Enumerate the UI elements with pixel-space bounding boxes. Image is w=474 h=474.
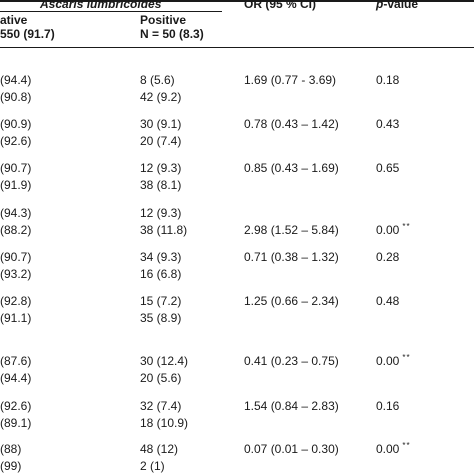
p-value-suffix: -value — [383, 0, 419, 11]
or-ci-cell: 1.54 (0.84 – 2.83) — [244, 399, 339, 413]
positive-cell: 38 (11.8) — [140, 223, 188, 237]
or-ci-cell: 0.71 (0.38 – 1.32) — [244, 250, 339, 264]
or-ci-cell: 2.98 (1.52 – 5.84) — [244, 223, 339, 237]
positive-cell: 20 (7.4) — [140, 134, 182, 148]
positive-header-line1: Positive — [140, 13, 187, 27]
negative-header-line2: 550 (91.7) — [0, 27, 55, 41]
negative-cell: (93.2) — [0, 267, 32, 281]
p-value-cell: 0.00 ** — [376, 441, 411, 456]
negative-cell: (99) — [0, 459, 22, 473]
p-value-cell: 0.18 — [376, 73, 400, 87]
positive-cell: 30 (9.1) — [140, 117, 182, 131]
positive-cell: 16 (6.8) — [140, 267, 182, 281]
negative-cell: (89.1) — [0, 416, 32, 430]
negative-cell: (91.1) — [0, 311, 32, 325]
or-ci-cell: 0.78 (0.43 – 1.42) — [244, 117, 339, 131]
negative-cell: (92.6) — [0, 399, 32, 413]
or-ci-cell: 1.25 (0.66 – 2.34) — [244, 294, 339, 308]
positive-cell: 48 (12) — [140, 442, 179, 456]
negative-cell: (88) — [0, 442, 22, 456]
negative-header-line1: ative — [0, 13, 28, 27]
negative-cell: (94.4) — [0, 371, 32, 385]
positive-cell: 42 (9.2) — [140, 90, 182, 104]
p-value-cell: 0.43 — [376, 117, 400, 131]
significance-marker: ** — [402, 222, 411, 231]
p-value-cell: 0.65 — [376, 161, 400, 175]
positive-cell: 38 (8.1) — [140, 178, 182, 192]
positive-cell: 30 (12.4) — [140, 354, 189, 368]
p-value-cell: 0.00 ** — [376, 353, 411, 368]
positive-header-line2: N = 50 (8.3) — [140, 27, 204, 41]
positive-cell: 32 (7.4) — [140, 399, 182, 413]
positive-cell: 20 (5.6) — [140, 371, 182, 385]
p-value-italic-p: p — [376, 0, 384, 11]
negative-cell: (90.8) — [0, 90, 32, 104]
positive-cell: 8 (5.6) — [140, 73, 175, 87]
negative-cell: (90.7) — [0, 161, 32, 175]
or-ci-cell: 1.69 (0.77 - 3.69) — [244, 73, 337, 87]
positive-cell: 2 (1) — [140, 459, 165, 473]
negative-cell: (91.9) — [0, 178, 32, 192]
positive-cell: 35 (8.9) — [140, 311, 182, 325]
p-value-cell: 0.48 — [376, 294, 400, 308]
negative-cell: (92.8) — [0, 294, 32, 308]
positive-cell: 12 (9.3) — [140, 161, 182, 175]
negative-cell: (90.9) — [0, 117, 32, 131]
negative-cell: (88.2) — [0, 223, 32, 237]
p-value-column-header — [376, 0, 418, 11]
negative-cell: (87.6) — [0, 354, 32, 368]
group-title-ascaris: Ascaris lumbricoides — [40, 0, 162, 11]
group-header-underline — [0, 11, 222, 12]
or-ci-cell: 0.41 (0.23 – 0.75) — [244, 354, 339, 368]
positive-cell: 34 (9.3) — [140, 250, 182, 264]
p-value-cell: 0.28 — [376, 250, 400, 264]
positive-cell: 15 (7.2) — [140, 294, 182, 308]
positive-cell: 12 (9.3) — [140, 206, 182, 220]
negative-cell: (94.4) — [0, 73, 32, 87]
or-ci-cell: 0.07 (0.01 – 0.30) — [244, 442, 339, 456]
significance-marker: ** — [402, 353, 411, 362]
positive-cell: 18 (10.9) — [140, 416, 189, 430]
p-value-cell: 0.16 — [376, 399, 400, 413]
or-column-header: OR (95 % CI) — [244, 0, 317, 11]
header-bottom-rule — [0, 47, 474, 48]
negative-cell: (92.6) — [0, 134, 32, 148]
significance-marker: ** — [402, 441, 411, 450]
negative-cell: (94.3) — [0, 206, 32, 220]
p-value-cell: 0.00 ** — [376, 222, 411, 237]
negative-cell: (90.7) — [0, 250, 32, 264]
or-ci-cell: 0.85 (0.43 – 1.69) — [244, 161, 339, 175]
